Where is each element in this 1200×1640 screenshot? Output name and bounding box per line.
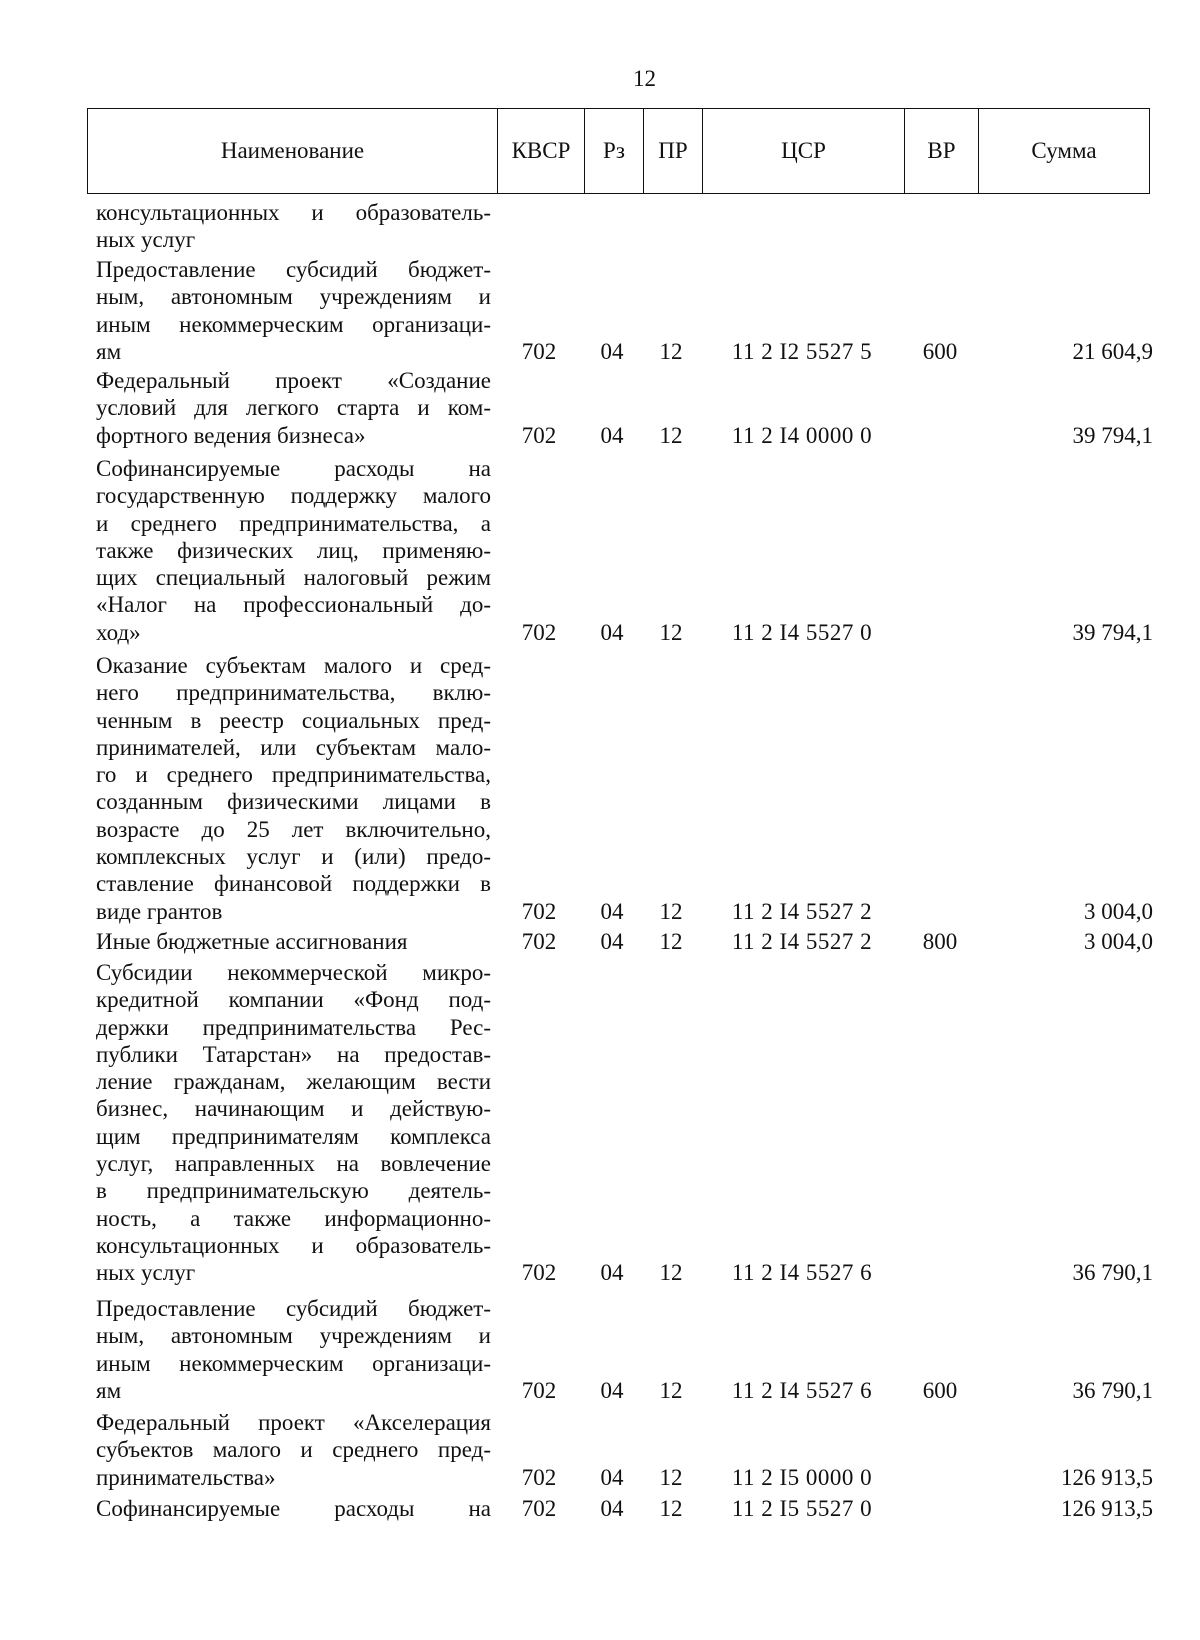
header-pr: ПР: [644, 109, 703, 194]
row-vr: 800: [922, 929, 958, 954]
row-name-line: ность, а также информационно-: [96, 1205, 491, 1231]
row-name-line: ным, автономным учреждениям и: [96, 284, 491, 310]
row-name-line: ям: [96, 338, 122, 364]
row-name-line: ченным в реестр социальных пред-: [96, 707, 491, 733]
row-name-line: Предоставление субсидий бюджет-: [96, 257, 491, 282]
header-kvsr: КВСР: [498, 109, 585, 194]
row-vr: 600: [922, 338, 958, 364]
row-pr: 12: [659, 1496, 683, 1521]
row-csr: 11 2 I4 5527 6: [731, 1260, 873, 1286]
row-name-line: услуг, направленных на вовлечение: [96, 1151, 491, 1177]
row-sum: 39 794,1: [1072, 422, 1153, 448]
row-pr: 12: [659, 1260, 683, 1286]
row-rz: 04: [600, 422, 624, 448]
row-name-line: ям: [96, 1377, 122, 1403]
row-csr: 11 2 I5 0000 0: [731, 1464, 873, 1490]
row-name-line: держки предпринимательства Рес-: [96, 1014, 491, 1040]
header-vr: ВР: [905, 109, 979, 194]
page-number: 12: [633, 66, 656, 91]
row-pr: 12: [659, 338, 683, 364]
row-csr: 11 2 I4 5527 0: [731, 619, 873, 645]
row-name: [96, 652, 491, 925]
row-kvsr: 702: [521, 898, 557, 924]
row-name: [96, 199, 491, 254]
row-pr: 12: [659, 898, 683, 924]
row-name: [96, 959, 491, 1287]
row-name-line: виде грантов: [96, 898, 223, 924]
row-name-line: иным некоммерческим организаци-: [96, 311, 491, 337]
header-csr: ЦСР: [703, 109, 905, 194]
row-csr: 11 2 I4 5527 2: [731, 898, 873, 924]
row-rz: 04: [600, 1464, 624, 1490]
row-name-line: ставление финансовой поддержки в: [96, 871, 491, 897]
row-name-line: иным некоммерческим организаци-: [96, 1350, 491, 1376]
row-name-line: в предпринимательскую деятель-: [96, 1178, 491, 1204]
row-kvsr: 702: [521, 929, 557, 954]
row-csr: 11 2 I5 5527 0: [731, 1496, 873, 1521]
row-kvsr: 702: [521, 619, 557, 645]
row-name-line: ход»: [96, 619, 141, 645]
row-name-line: консультационных и образователь-: [96, 200, 491, 225]
row-pr: 12: [659, 422, 683, 448]
row-name: [96, 1495, 491, 1522]
row-sum: 36 790,1: [1072, 1260, 1153, 1286]
row-sum: 39 794,1: [1072, 619, 1153, 645]
row-pr: 12: [659, 1377, 683, 1403]
row-name-line: Субсидии некоммерческой микро-: [96, 960, 491, 985]
row-sum: 126 913,5: [1061, 1496, 1153, 1521]
row-name-line: консультационных и образователь-: [96, 1232, 491, 1258]
row-name-line: Федеральный проект «Акселерация: [96, 1410, 491, 1435]
row-name-line: также физических лиц, применяю-: [96, 537, 491, 563]
row-name-line: ление гражданам, желающим вести: [96, 1069, 491, 1095]
row-sum: 126 913,5: [1061, 1464, 1153, 1490]
row-name: [96, 256, 491, 365]
row-kvsr: 702: [521, 1464, 557, 1490]
row-name-line: принимателей, или субъектам мало-: [96, 734, 491, 760]
row-name: [96, 928, 491, 955]
row-pr: 12: [659, 1464, 683, 1490]
row-name-line: Иные бюджетные ассигнования: [96, 929, 408, 954]
row-kvsr: 702: [521, 1377, 557, 1403]
header-rz: Рз: [585, 109, 644, 194]
row-name-line: Софинансируемые расходы на: [96, 456, 491, 481]
row-name-line: Предоставление субсидий бюджет-: [96, 1296, 491, 1321]
row-name-line: условий для легкого старта и ком-: [96, 395, 491, 421]
row-name-line: государственную поддержку малого: [96, 483, 491, 509]
header-name: Наименование: [88, 109, 498, 194]
row-name-line: фортного ведения бизнеса»: [96, 422, 366, 448]
row-name-line: ных услуг: [96, 227, 196, 253]
row-name-line: публики Татарстан» на предостав-: [96, 1041, 491, 1067]
row-name-line: го и среднего предпринимательства,: [96, 762, 491, 788]
row-name-line: и среднего предпринимательства, а: [96, 510, 491, 536]
row-name: [96, 1409, 491, 1491]
row-name-line: щих специальный налоговый режим: [96, 565, 491, 591]
row-name-line: бизнес, начинающим и действую-: [96, 1096, 491, 1122]
row-sum: 3 004,0: [1084, 898, 1153, 924]
row-name-line: Федеральный проект «Создание: [96, 368, 491, 393]
row-rz: 04: [600, 338, 624, 364]
row-kvsr: 702: [521, 338, 557, 364]
row-kvsr: 702: [521, 1496, 557, 1521]
header-sum: Сумма: [979, 109, 1150, 194]
row-name-line: созданным физическими лицами в: [96, 789, 491, 815]
row-name-line: принимательства»: [96, 1464, 276, 1490]
row-rz: 04: [600, 619, 624, 645]
row-pr: 12: [659, 929, 683, 954]
row-name-line: «Налог на профессиональный до-: [96, 592, 491, 618]
row-name: [96, 1295, 491, 1404]
row-csr: 11 2 I4 5527 6: [731, 1377, 873, 1403]
row-vr: 600: [922, 1377, 958, 1403]
row-rz: 04: [600, 1496, 624, 1521]
row-rz: 04: [600, 929, 624, 954]
row-name-line: возрасте до 25 лет включительно,: [96, 816, 491, 842]
row-name-line: кредитной компании «Фонд под-: [96, 987, 491, 1013]
row-rz: 04: [600, 1260, 624, 1286]
row-name-line: щим предпринимателям комплекса: [96, 1123, 491, 1149]
row-kvsr: 702: [521, 1260, 557, 1286]
row-rz: 04: [600, 1377, 624, 1403]
row-csr: 11 2 I2 5527 5: [731, 338, 873, 364]
row-name-line: ных услуг: [96, 1260, 196, 1286]
table-header: [87, 108, 1150, 194]
row-pr: 12: [659, 619, 683, 645]
row-csr: 11 2 I4 5527 2: [731, 929, 873, 954]
row-name: [96, 367, 491, 449]
row-name-line: комплексных услуг и (или) предо-: [96, 844, 491, 870]
row-name-line: ным, автономным учреждениям и: [96, 1323, 491, 1349]
row-csr: 11 2 I4 0000 0: [731, 422, 873, 448]
row-name-line: Оказание субъектам малого и сред-: [96, 653, 491, 678]
row-rz: 04: [600, 898, 624, 924]
row-sum: 3 004,0: [1084, 929, 1153, 954]
row-name-line: Софинансируемые расходы на: [96, 1496, 491, 1521]
row-sum: 21 604,9: [1072, 338, 1153, 364]
row-name: [96, 455, 491, 646]
row-kvsr: 702: [521, 422, 557, 448]
row-name-line: субъектов малого и среднего пред-: [96, 1437, 491, 1463]
row-name-line: него предпринимательства, вклю-: [96, 680, 491, 706]
row-sum: 36 790,1: [1072, 1377, 1153, 1403]
